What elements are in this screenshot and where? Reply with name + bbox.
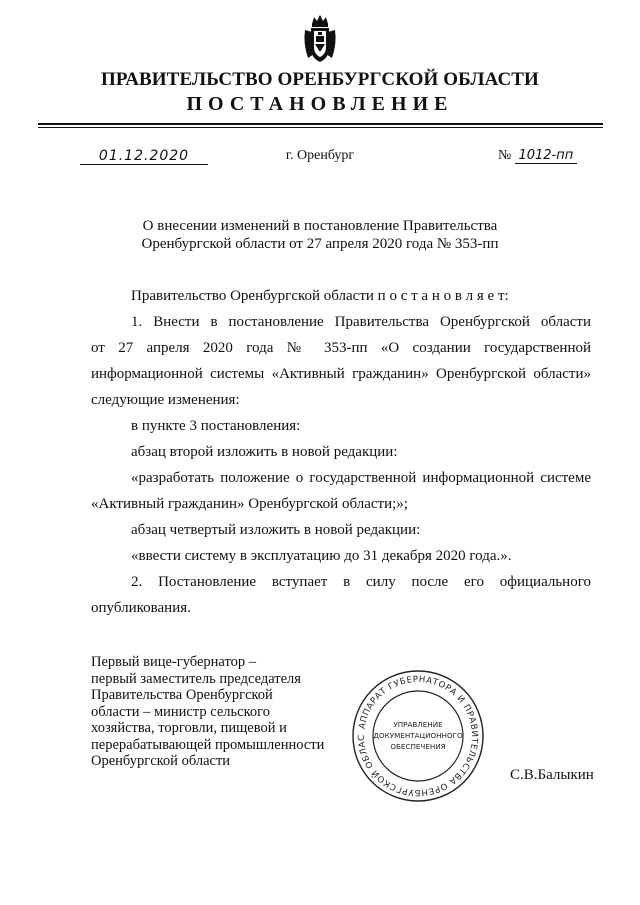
position-line: Оренбургской области [91,753,231,769]
paragraph-4-text: «ввести систему в эксплуатацию до 31 декабря 2020 года.». [131,548,512,564]
document-number [498,148,598,164]
header-divider-thin [38,127,603,128]
item-2-line: 2. Постановление вступает в силу после его официального [131,574,591,590]
subject-line: О внесении изменений в постановление Правительства [142,218,498,234]
official-stamp [350,668,486,809]
signatory-name: С.В.Балыкин [510,767,594,783]
paragraph-2-intro: абзац второй изложить в новой редакции: [131,444,398,460]
coat-of-arms-icon [302,14,338,69]
paragraph-2-text: «разработать положение о государственной информационной системе [131,470,591,486]
position-line: хозяйства, торговли, пищевой и [91,720,287,736]
organization-title: ПРАВИТЕЛЬСТВО ОРЕНБУРГСКОЙ ОБЛАСТИ [101,69,539,90]
point-3: в пункте 3 постановления: [131,418,301,434]
document-date: 01.12.2020 [80,148,208,165]
item-1-line: от 27 апреля 2020 года № 353-пп «О создании государственной [91,340,591,356]
subject-line: Оренбургской области от 27 апреля 2020 года № 353-пп [141,236,499,252]
header-divider-thick [38,123,603,125]
position-line: Правительства Оренбургской [91,687,273,703]
paragraph-4-intro: абзац четвертый изложить в новой редакции: [131,522,421,538]
stamp-center-line: ОБЕСПЕЧЕНИЯ [390,742,446,751]
position-line: первый заместитель председателя [91,670,301,687]
document-body [91,283,591,621]
item-1-line: информационной системы «Активный гражданин» Оренбургской области» [91,366,591,382]
preamble: Правительство Оренбургской области п о с т а н о в л я е т: [131,288,509,304]
paragraph-2-text: «Активный гражданин» Оренбургской области;»; [91,496,408,512]
number-value: 1012-пп [515,148,577,164]
number-sign: № [498,148,512,163]
signatory-position [91,654,351,770]
stamp-center-line: ДОКУМЕНТАЦИОННОГО [373,731,463,740]
position-line: области – министр сельского [91,703,270,720]
stamp-center-line: УПРАВЛЕНИЕ [393,720,443,729]
item-2-line: опубликования. [91,600,191,616]
item-1-line: 1. Внести в постановление Правительства Оренбургской области [131,314,591,330]
item-1-line: следующие изменения: [91,392,240,408]
document-type: ПОСТАНОВЛЕНИЕ [186,93,454,115]
document-city: г. Оренбург [285,148,355,163]
position-line: Первый вице-губернатор – [91,654,256,670]
position-line: перерабатывающей промышленности [91,736,325,753]
document-subject [0,217,640,253]
stamp-ring-text: АППАРАТ ГУБЕРНАТОРА И ПРАВИТЕЛЬСТВА ОРЕНБУРГСКОЙ ОБЛАС [356,674,480,798]
